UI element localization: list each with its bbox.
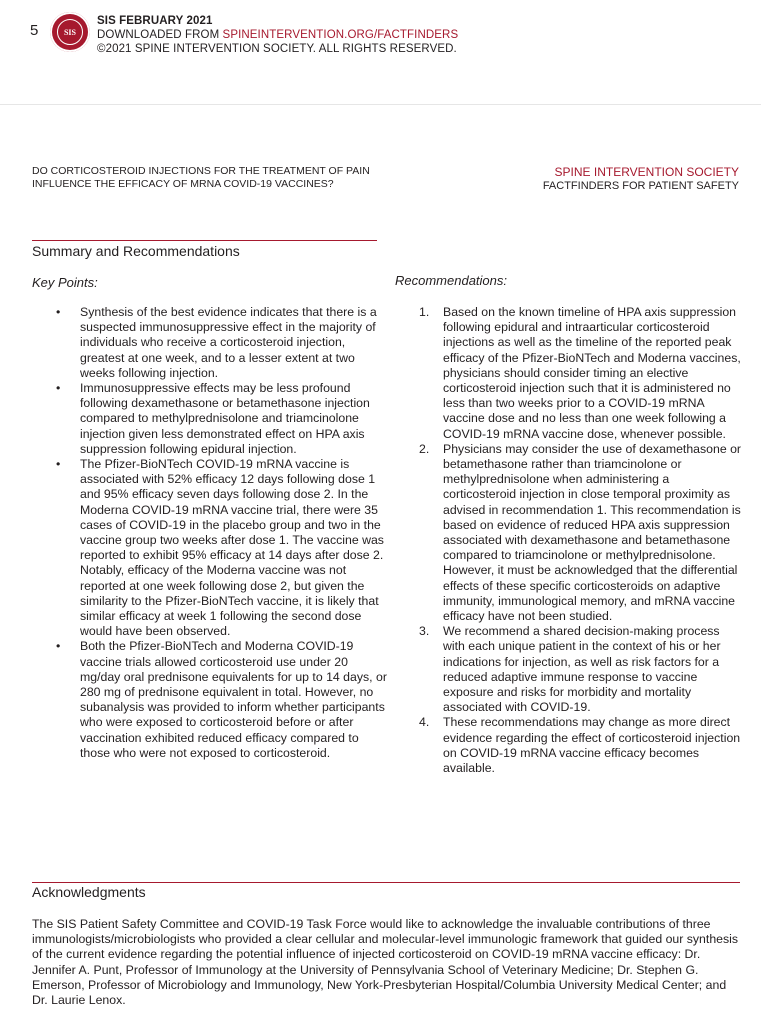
copyright-line: ©2021 SPINE INTERVENTION SOCIETY. ALL RIGHTS RESERVED. bbox=[97, 43, 457, 55]
list-item: 3. We recommend a shared decision-making process with each unique patient in the context of his or her indications for injection, as well as risk factors for a reduced adaptive immune response to vaccine exposure and risks for morbidity and mortality associated with COVID-19. bbox=[419, 624, 721, 715]
key-points-label: Key Points: bbox=[32, 275, 98, 290]
list-item: 4. These recommendations may change as more direct evidence regarding the effect of corticosteroid injection on COVID-19 mRNA vaccine efficacy becomes available. bbox=[419, 715, 741, 776]
brand-name: SPINE INTERVENTION SOCIETY bbox=[554, 165, 739, 179]
item-number: 1. bbox=[419, 305, 430, 319]
bullet-icon: • bbox=[56, 639, 61, 654]
bullet-icon: • bbox=[56, 381, 61, 396]
acknowledgments-text: The SIS Patient Safety Committee and COVID-19 Task Force would like to acknowledge the invaluable contributions of three immunologists/microbiologists who provided a clear cellular and molecular-level immunologic framework that guided our synthesis of the current evidence regarding the potential influence of injected corticosteroid on COVID-19 mRNA vaccine efficacy: Dr. Jennifer A. Punt, Professor of Immunology at the University of Pennsylvania School of Veterinary Medicine; Dr. Stephen G. Emerson, Professor of Microbiology and Immunology, New York-Presbyterian Hospital/Columbia University Medical Center; and Dr. Laurie Lenox. bbox=[32, 917, 739, 1008]
list-item: • Immunosuppressive effects may be less profound following dexamethasone or betamethasone injection compared to methylprednisolone and triamcinolone injection given less demonstrated effect on HPA axis suppression following epidural injection. bbox=[56, 381, 370, 456]
issue-line: SIS FEBRUARY 2021 bbox=[97, 15, 213, 27]
recommendations-list bbox=[419, 305, 743, 776]
question-title: DO CORTICOSTEROID INJECTIONS FOR THE TREATMENT OF PAIN INFLUENCE THE EFFICACY OF MRNA COVID-19 VACCINES? bbox=[32, 165, 370, 190]
sis-logo bbox=[50, 12, 90, 52]
item-number: 2. bbox=[419, 441, 430, 456]
brand-tagline: FACTFINDERS FOR PATIENT SAFETY bbox=[542, 180, 739, 192]
summary-title: Summary and Recommendations bbox=[32, 243, 240, 259]
acknowledgments-title: Acknowledgments bbox=[32, 884, 146, 900]
download-header bbox=[97, 14, 458, 56]
divider bbox=[0, 104, 761, 105]
list-item: • Synthesis of the best evidence indicates that there is a suspected immunosuppressive effect in the majority of individuals who receive a corticosteroid injection, greatest at one week, and to a lesser extent at two weeks following injection. bbox=[56, 305, 377, 380]
list-item: 2. Physicians may consider the use of dexamethasone or betamethasone rather than triamcinolone or methylprednisolone when administering a corticosteroid injection in close temporal proximity as advised in recommendation 1. This recommendation is based on evidence of reduced HPA axis suppression associated with dexamethasone and betamethasone compared to triamcinolone or methylprednisolone. However, it must be acknowledged that the differential effects of these specific corticosteroids on adaptive immunity, immunological memory, and mRNA vaccine efficacy have not been studied. bbox=[419, 441, 742, 624]
brand-block bbox=[543, 165, 739, 193]
key-points-list bbox=[56, 305, 391, 761]
bullet-icon: • bbox=[56, 305, 61, 319]
item-number: 4. bbox=[419, 715, 430, 730]
factfinders-link[interactable]: SPINEINTERVENTION.ORG/FACTFINDERS bbox=[222, 29, 459, 41]
item-number: 3. bbox=[419, 624, 430, 639]
section-rule bbox=[32, 240, 377, 241]
page-number: 5 bbox=[30, 22, 39, 39]
section-rule bbox=[32, 882, 740, 883]
list-item: • The Pfizer-BioNTech COVID-19 mRNA vaccine is associated with 52% efficacy 12 days following dose 1 and 95% efficacy seven days following dose 2. In the Moderna COVID-19 mRNA vaccine trial, there were 35 cases of COVID-19 in the placebo group and two in the vaccine group two weeks after dose 1. The vaccine was reported to exhibit 95% efficacy at 14 days after dose 2. Notably, efficacy of the Moderna vaccine was not reported at one week following dose 2, but given the similarity to the Pfizer-BioNTech vaccine, it is likely that similar efficacy at week 1 following the second dose would have been observed. bbox=[56, 457, 384, 639]
download-line: DOWNLOADED FROM SPINEINTERVENTION.ORG/FACTFINDERS bbox=[97, 29, 459, 41]
bullet-icon: • bbox=[56, 457, 61, 472]
recommendations-label: Recommendations: bbox=[395, 273, 507, 288]
logo-text: SIS bbox=[57, 19, 83, 45]
list-item: 1. Based on the known timeline of HPA axis suppression following epidural and intraarticular corticosteroid injections as well as the timeline of the reported peak efficacy of the Pfizer-BioNTech and Moderna vaccines, physicians should consider timing an elective corticosteroid injection such that it is administered no less than two weeks prior to a COVID-19 mRNA vaccine dose and no less than one week following a COVID-19 mRNA vaccine dose, whenever possible. bbox=[419, 305, 741, 441]
list-item: • Both the Pfizer-BioNTech and Moderna COVID-19 vaccine trials allowed corticosteroid use under 20 mg/day oral prednisone equivalents for up to 14 days, or 280 mg of prednisone equivalent in total. However, no subanalysis was provided to inform whether participants who were exposed to corticosteroid before or after vaccination exhibited reduced efficacy compared to those who were not exposed to corticosteroid. bbox=[56, 639, 387, 760]
